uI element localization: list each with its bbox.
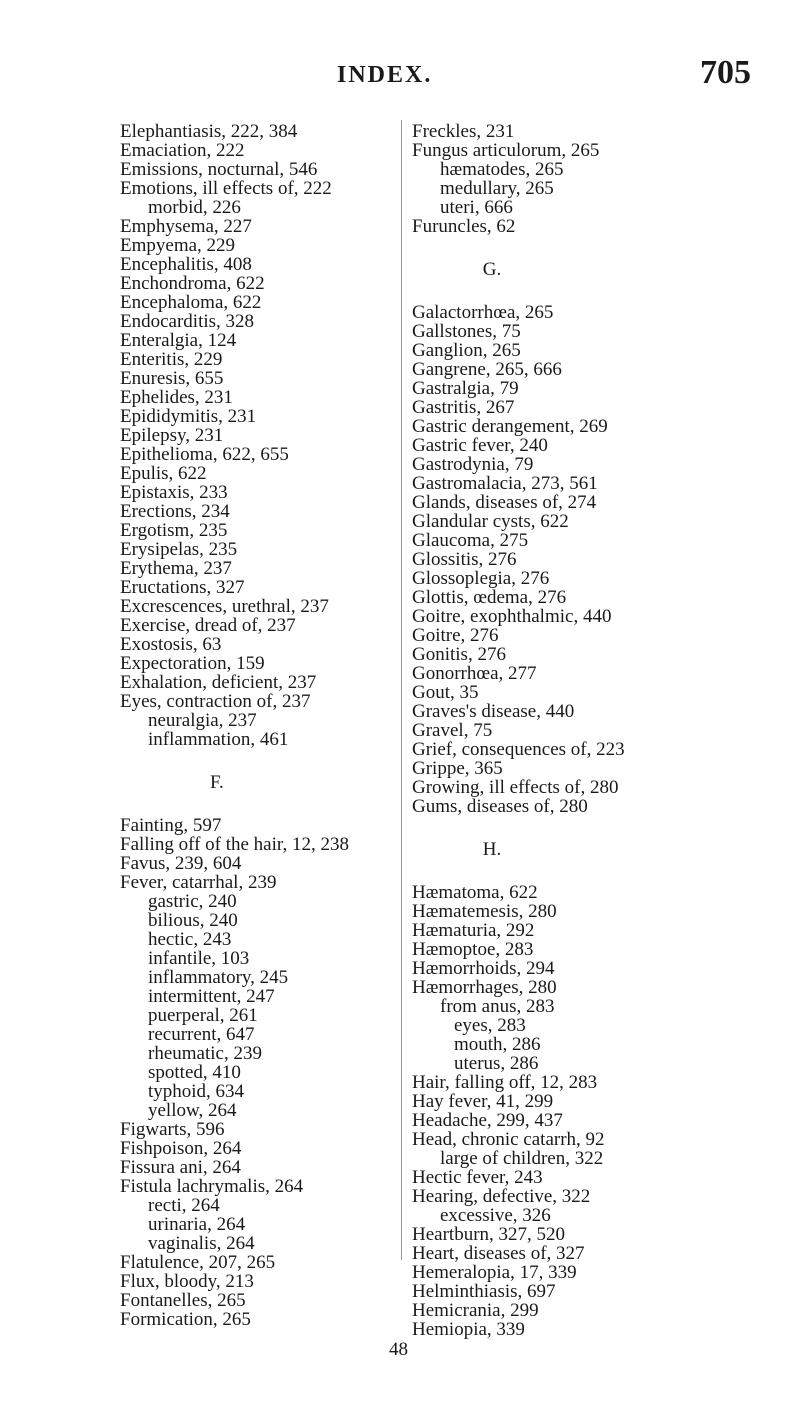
index-entry: Fever, catarrhal, 239 [120,872,277,893]
section-letter: G. [482,259,502,280]
index-entry: Fistula lachrymalis, 264 [120,1176,304,1197]
index-entry: Epulis, 622 [120,463,207,484]
index-entry: Emissions, nocturnal, 546 [120,159,318,180]
index-entry: eyes, 283 [454,1015,526,1036]
index-entry: uteri, 666 [440,197,513,218]
index-entry: vaginalis, 264 [148,1233,255,1254]
index-entry: Fissura ani, 264 [120,1157,241,1178]
index-entry: large of children, 322 [440,1148,604,1169]
index-entry: Hair, falling off, 12, 283 [412,1072,598,1093]
index-entry: from anus, 283 [440,996,555,1017]
index-entry: Favus, 239, 604 [120,853,242,874]
index-entry: Grippe, 365 [412,758,503,779]
index-entry: Exostosis, 63 [120,634,222,655]
index-entry: Erections, 234 [120,501,230,522]
index-entry: Galactorrhœa, 265 [412,302,554,323]
index-entry: hectic, 243 [148,929,232,950]
index-entry: neuralgia, 237 [148,710,257,731]
index-entry: infantile, 103 [148,948,250,969]
index-entry: Emphysema, 227 [120,216,252,237]
section-letter: H. [482,839,502,860]
index-entry: Gums, diseases of, 280 [412,796,588,817]
index-entry: Fishpoison, 264 [120,1138,242,1159]
index-entry: Excrescences, urethral, 237 [120,596,329,617]
index-entry: Hearing, defective, 322 [412,1186,591,1207]
index-entry: recti, 264 [148,1195,220,1216]
index-entry: Glossoplegia, 276 [412,568,550,589]
index-entry: Hay fever, 41, 299 [412,1091,554,1112]
index-entry: Hæmorrhoids, 294 [412,958,555,979]
index-entry: Gastric fever, 240 [412,435,548,456]
index-entry: Glaucoma, 275 [412,530,529,551]
index-entry: Elephantiasis, 222, 384 [120,121,298,142]
index-entry: Flux, bloody, 213 [120,1271,254,1292]
index-entry: Empyema, 229 [120,235,236,256]
index-entry: yellow, 264 [148,1100,237,1121]
index-entry: inflammation, 461 [148,729,289,750]
index-entry: Formication, 265 [120,1309,251,1330]
index-entry: Enteritis, 229 [120,349,223,370]
index-entry: Emotions, ill effects of, 222 [120,178,332,199]
index-entry: Fontanelles, 265 [120,1290,246,1311]
index-entry: Gastrodynia, 79 [412,454,534,475]
index-entry: Encephaloma, 622 [120,292,262,313]
index-entry: Erythema, 237 [120,558,232,579]
index-entry: gastric, 240 [148,891,237,912]
index-entry: Hæmoptoe, 283 [412,939,534,960]
index-entry: Hæmatemesis, 280 [412,901,557,922]
index-entry: Flatulence, 207, 265 [120,1252,276,1273]
index-entry: Goitre, 276 [412,625,499,646]
index-entry: excessive, 326 [440,1205,551,1226]
index-entry: Hemicrania, 299 [412,1300,539,1321]
index-entry: inflammatory, 245 [148,967,289,988]
index-entry: Fungus articulorum, 265 [412,140,600,161]
index-entry: Furuncles, 62 [412,216,516,237]
index-entry: hæmatodes, 265 [440,159,564,180]
index-entry: bilious, 240 [148,910,238,931]
index-entry: Headache, 299, 437 [412,1110,563,1131]
index-entry: Enteralgia, 124 [120,330,237,351]
index-entry: Gastritis, 267 [412,397,515,418]
index-entry: Glottis, œdema, 276 [412,587,567,608]
index-entry: Gonitis, 276 [412,644,506,665]
index-entry: Erysipelas, 235 [120,539,238,560]
index-entry: Exercise, dread of, 237 [120,615,296,636]
page-title: INDEX. [337,62,433,88]
index-entry: Hemeralopia, 17, 339 [412,1262,577,1283]
index-entry: rheumatic, 239 [148,1043,262,1064]
index-entry: Gangrene, 265, 666 [412,359,562,380]
index-entry: Epididymitis, 231 [120,406,257,427]
index-entry: Ganglion, 265 [412,340,521,361]
index-entry: Gallstones, 75 [412,321,521,342]
index-entry: Fainting, 597 [120,815,222,836]
index-entry: Enchondroma, 622 [120,273,265,294]
index-entry: Epistaxis, 233 [120,482,228,503]
index-entry: Ephelides, 231 [120,387,233,408]
page-header [0,54,800,100]
index-column-right [412,122,712,1339]
index-entry: Hemiopia, 339 [412,1319,525,1340]
page-number: 705 [700,54,751,91]
index-entry: Epithelioma, 622, 655 [120,444,289,465]
index-entry: Heart, diseases of, 327 [412,1243,585,1264]
index-entry: urinaria, 264 [148,1214,246,1235]
index-entry: Freckles, 231 [412,121,515,142]
index-entry: uterus, 286 [454,1053,539,1074]
index-entry: Eyes, contraction of, 237 [120,691,311,712]
index-entry: Hæmorrhages, 280 [412,977,557,998]
index-entry: Head, chronic catarrh, 92 [412,1129,605,1150]
index-entry: Glossitis, 276 [412,549,517,570]
index-entry: Heartburn, 327, 520 [412,1224,566,1245]
index-entry: Glands, diseases of, 274 [412,492,597,513]
index-entry: Falling off of the hair, 12, 238 [120,834,349,855]
index-entry: mouth, 286 [454,1034,541,1055]
index-entry: Exhalation, deficient, 237 [120,672,317,693]
index-entry: Gout, 35 [412,682,479,703]
index-entry: Glandular cysts, 622 [412,511,569,532]
index-entry: Gastric derangement, 269 [412,416,608,437]
column-divider [401,120,402,1260]
index-entry: Ergotism, 235 [120,520,228,541]
index-entry: Enuresis, 655 [120,368,224,389]
index-entry: Gastralgia, 79 [412,378,519,399]
index-entry: Endocarditis, 328 [120,311,255,332]
index-entry: Epilepsy, 231 [120,425,224,446]
index-entry: Helminthiasis, 697 [412,1281,556,1302]
index-entry: puerperal, 261 [148,1005,258,1026]
index-entry: Eructations, 327 [120,577,245,598]
index-entry: morbid, 226 [148,197,241,218]
index-entry: recurrent, 647 [148,1024,255,1045]
index-entry: intermittent, 247 [148,986,275,1007]
index-entry: Goitre, exophthalmic, 440 [412,606,612,627]
index-entry: Graves's disease, 440 [412,701,575,722]
index-entry: Hectic fever, 243 [412,1167,543,1188]
index-entry: Gastromalacia, 273, 561 [412,473,598,494]
index-entry: Figwarts, 596 [120,1119,225,1140]
index-entry: spotted, 410 [148,1062,241,1083]
index-entry: Grief, consequences of, 223 [412,739,625,760]
index-column-left [120,122,400,1329]
index-entry: Growing, ill effects of, 280 [412,777,619,798]
index-entry: Gravel, 75 [412,720,493,741]
section-letter: F. [210,772,224,793]
index-entry: medullary, 265 [440,178,554,199]
index-entry: Gonorrhœa, 277 [412,663,537,684]
index-entry: Expectoration, 159 [120,653,265,674]
index-entry: typhoid, 634 [148,1081,245,1102]
index-entry: Hæmatoma, 622 [412,882,538,903]
signature-mark: 48 [389,1339,408,1360]
index-entry: Encephalitis, 408 [120,254,252,275]
index-entry: Hæmaturia, 292 [412,920,535,941]
index-entry: Emaciation, 222 [120,140,245,161]
